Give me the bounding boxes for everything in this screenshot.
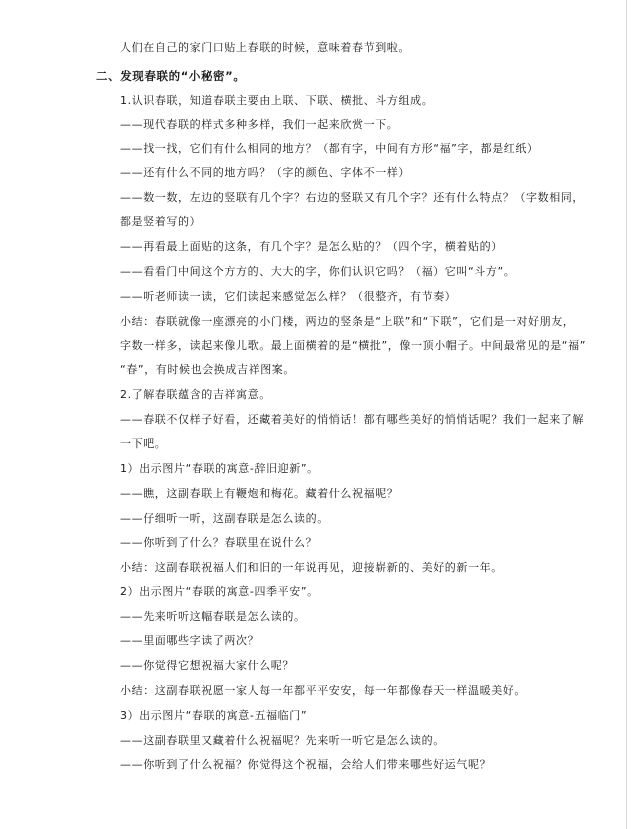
text-line: ——这副春联里又藏着什么祝福呢？先来听一听它是怎么读的。 [120,734,445,747]
text-line: ——里面哪些字读了两次？ [120,634,260,647]
text-line: 3）出示图片“春联的寓意-五福临门” [120,709,308,722]
text-line: ——先来听听这幅春联是怎么读的。 [120,610,306,623]
text-line: ——春联不仅样子好看，还藏着美好的悄悄话！都有哪些美好的悄悄话呢？我们一起来了解 [120,413,584,426]
summary-line: 小结：这副春联祝福人们和旧的一年说再见，迎接崭新的、美好的新一年。 [120,561,503,574]
text-line: ——仔细听一听，这副春联是怎么读的。 [120,512,329,525]
text-line: ——你听到了什么祝福？你觉得这个祝福，会给人们带来哪些好运气呢？ [120,758,492,771]
summary-line: 小结：春联就像一座漂亮的小门楼，两边的竖条是“上联”和“下联”，它们是一对好朋友， [120,315,575,328]
section-heading: 二、发现春联的“小秘密”。 [96,69,246,83]
text-line: ——你觉得它想祝福大家什么呢？ [120,659,294,672]
text-line: ——还有什么不同的地方吗？（字的颜色、字体不一样） [120,166,410,179]
text-line: 2）出示图片“春联的寓意-四季平安”。 [120,585,319,598]
text-line: 一下吧。 [120,437,167,450]
text-line: 都是竖着写的） [120,215,202,228]
text-line: ——数一数，左边的竖联有几个字？右边的竖联又有几个字？还有什么特点？（字数相同， [120,191,584,204]
summary-line: 字数一样多，读起来像儿歌。最上面横着的是“横批”，像一顶小帽子。中间最常见的是“福” [120,339,586,352]
summary-line: 小结：这副春联祝愿一家人每一年都平平安安，每一年都像春天一样温暖美好。 [120,684,526,697]
text-line: ——现代春联的样式多种多样，我们一起来欣赏一下。 [120,118,399,131]
text-line: 1）出示图片“春联的寓意-辞旧迎新”。 [120,462,319,475]
text-line: 人们在自己的家门口贴上春联的时候，意味着春节到啦。 [120,41,410,54]
text-line: ——看看门中间这个方方的、大大的字，你们认识它吗？（福）它叫“斗方”。 [120,265,516,278]
text-line: ——瞧，这副春联上有鞭炮和梅花。藏着什么祝福呢？ [120,487,399,500]
text-line: 1.认识春联，知道春联主要由上联、下联、横批、斗方组成。 [120,94,434,107]
subsection-title: 2.了解春联蕴含的吉祥寓意。 [120,388,271,401]
page-edge [626,0,627,829]
text-line: ——再看最上面贴的这条，有几个字？是怎么贴的？（四个字，横着贴的） [120,240,503,253]
text-line: ——找一找，它们有什么相同的地方？（都有字，中间有方形“福”字，都是红纸） [120,142,539,155]
summary-line: “春”，有时候也会换成吉祥图案。 [120,363,295,376]
text-line: ——你听到了什么？春联里在说什么？ [120,536,318,549]
text-line: ——听老师读一读，它们读起来感觉怎么样？（很整齐，有节奏） [120,290,457,303]
